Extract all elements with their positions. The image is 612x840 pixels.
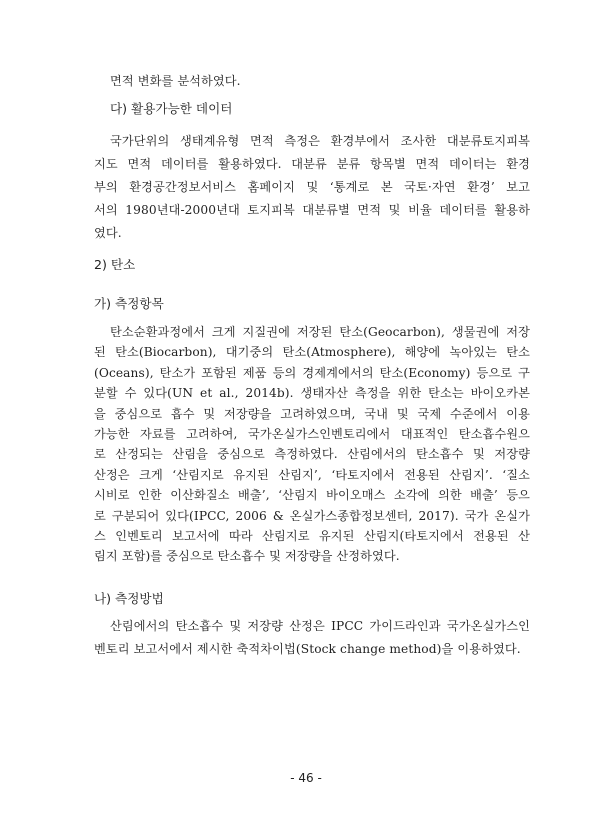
body-text-line: 탄소순환과정에서 크게 지질권에 저장된 탄소(Geocarbon), 생물권에 저장 [110,325,530,339]
body-text-line: 스 인벤토리 보고서에 따라 산림지로 유지된 산림지(타토지에서 전용된 산 [94,529,530,543]
body-text-line: 지도 면적 데이터를 활용하였다. 대분류 분류 항목별 면적 데이터는 환경 [94,157,530,171]
body-text-line: 였다. [94,226,122,240]
body-text-line: 국가단위의 생태계유형 면적 측정은 환경부에서 조사한 대분류토지피복 [110,134,530,148]
body-text-line: 서의 1980년대-2000년대 토지피복 대분류별 면적 및 비율 데이터를 활용하 [94,203,530,217]
body-text-line: 가능한 자료를 고려하여, 국가온실가스인벤토리에서 대표적인 탄소흡수원으 [94,427,530,441]
body-text-line: 시비로 인한 이산화질소 배출’, ‘산림지 바이오매스 소각에 의한 배출’ 등으 [94,488,530,502]
body-text-line: 로 산정되는 산림을 중심으로 측정하였다. 산림에서의 탄소흡수 및 저장량 [94,447,530,461]
page-number: - 46 - [290,771,322,785]
body-text-line: 부의 환경공간정보서비스 홈페이지 및 ‘통계로 본 국토·자연 환경’ 보고 [94,180,530,194]
body-text-line: (Oceans), 탄소가 포함된 제품 등의 경제계에서의 탄소(Economy) 등으로 구 [94,366,530,380]
body-text-line: 로 구분되어 있다(IPCC, 2006 & 온실가스종합정보센터, 2017). 국가 온실가 [94,509,530,523]
body-text-line: 분할 수 있다(UN et al., 2014b). 생태자산 측정을 위한 탄소는 바이오카본 [94,386,530,400]
body-text-line: 된 탄소(Biocarbon), 대기중의 탄소(Atmosphere), 해양에 녹아있는 탄소 [94,345,530,359]
body-text-line: 림지 포함)를 중심으로 탄소흡수 및 저장량을 산정하였다. [94,549,400,563]
section-heading-carbon: 2) 탄소 [94,257,136,272]
subsection-heading-data-available: 다) 활용가능한 데이터 [110,101,233,116]
subsection-heading-measurement-method: 나) 측정방법 [94,591,164,606]
subsection-heading-measurement-items: 가) 측정항목 [94,296,164,311]
body-text-line: 산림에서의 탄소흡수 및 저장량 산정은 IPCC 가이드라인과 국가온실가스인 [110,619,530,633]
body-text-line: 면적 변화를 분석하였다. [110,74,241,88]
body-text-line: 벤토리 보고서에서 제시한 축적차이법(Stock change method)을 이용하였다. [94,642,521,656]
body-text-line: 산정은 크게 ‘산림지로 유지된 산림지’, ‘타토지에서 전용된 산림지’. ‘질소 [94,468,530,482]
body-text-line: 을 중심으로 흡수 및 저장량을 고려하였으며, 국내 및 국제 수준에서 이용 [94,407,530,421]
